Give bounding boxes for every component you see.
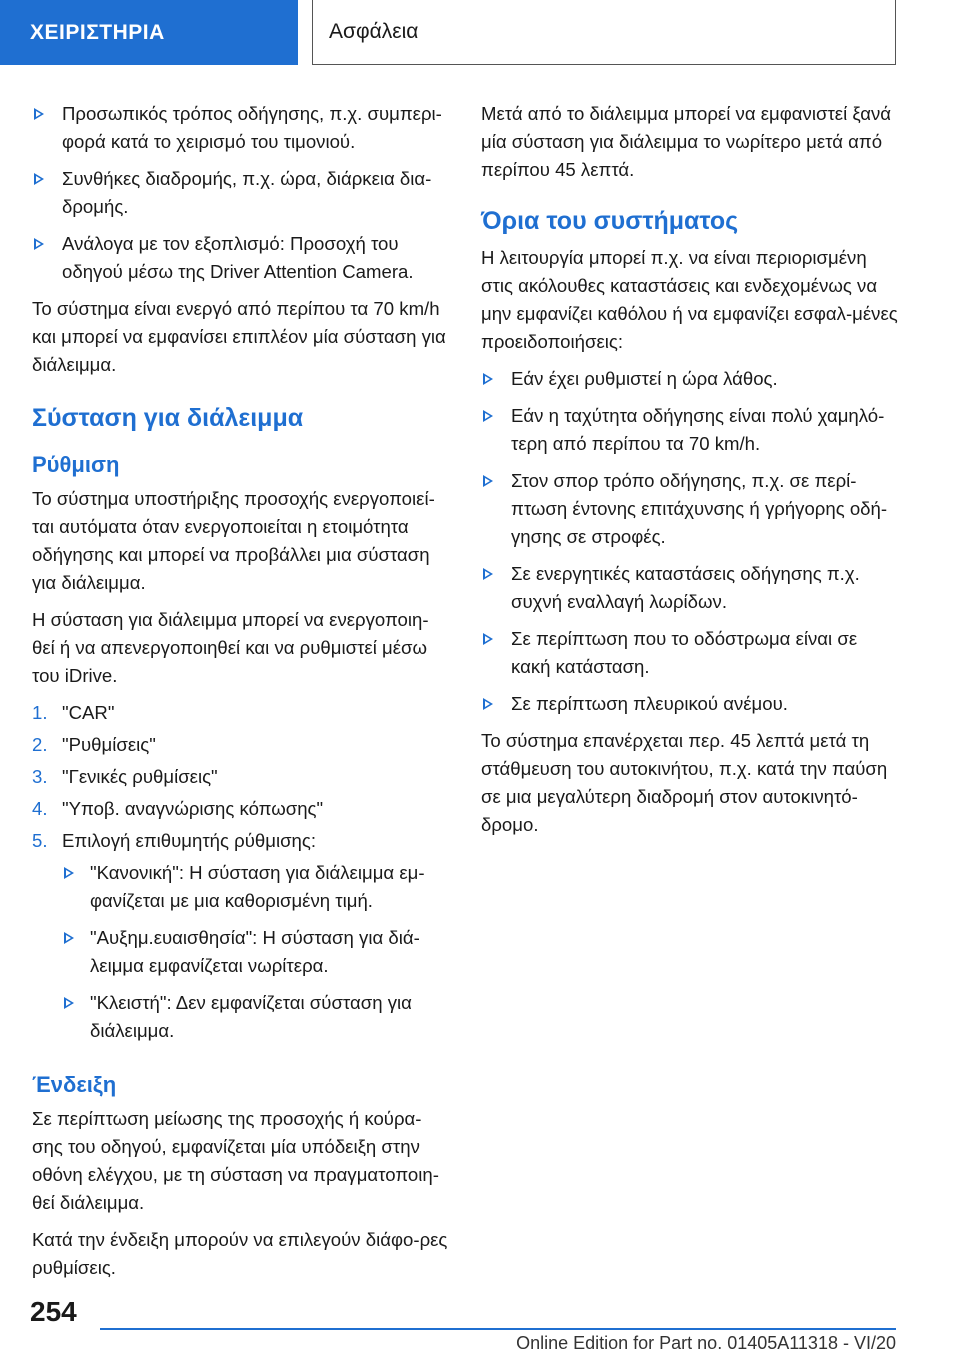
page-number: 254 bbox=[30, 1296, 77, 1327]
section-title: Ασφάλεια bbox=[329, 20, 419, 43]
right-column bbox=[481, 100, 899, 848]
list-item: Στον σπορ τρόπο οδήγησης, π.χ. σε περί-πτωση έντονης επιτάχυνσης ή γρήγορης οδή-γησης σε στροφές. bbox=[481, 467, 899, 551]
footer-divider bbox=[100, 1328, 896, 1330]
section-tab bbox=[312, 0, 896, 65]
triangle-right-icon bbox=[64, 932, 74, 944]
triangle-right-icon bbox=[483, 475, 493, 487]
triangle-right-icon bbox=[34, 238, 44, 250]
list-item: Συνθήκες διαδρομής, π.χ. ώρα, διάρκεια δια-δρομής. bbox=[32, 165, 448, 221]
triangle-right-icon bbox=[483, 568, 493, 580]
triangle-right-icon bbox=[483, 633, 493, 645]
list-item: "Κλειστή": Δεν εμφανίζεται σύσταση για διάλειμμα. bbox=[62, 989, 448, 1045]
list-item: Σε ενεργητικές καταστάσεις οδήγησης π.χ. συχνή εναλλαγή λωρίδων. bbox=[481, 560, 899, 616]
list-item: Σε περίπτωση πλευρικού ανέμου. bbox=[481, 690, 899, 718]
setting-options-list bbox=[62, 859, 448, 1045]
chapter-title: ΧΕΙΡΙΣΤΗΡΙΑ bbox=[30, 20, 165, 44]
subheading-indication: Ένδειξη bbox=[32, 1072, 117, 1097]
left-column bbox=[32, 100, 448, 1291]
setting-paragraph-1: Το σύστημα υποστήριξης προσοχής ενεργοποιεί-ται αυτόματα όταν ενεργοποιείται η ετοιμότητα οδήγησης και μπορεί να προβάλλει μια σύσταση για διάλειμμα. bbox=[32, 488, 435, 593]
limits-bullet-list bbox=[481, 365, 899, 718]
intro-bullet-list bbox=[32, 100, 448, 286]
heading-break-recommendation: Σύσταση για διάλειμμα bbox=[32, 404, 304, 432]
setting-paragraph-2: Η σύσταση για διάλειμμα μπορεί να ενεργοποιη-θεί ή να απενεργοποιηθεί και να ρυθμιστεί μέσω του iDrive. bbox=[32, 609, 429, 686]
list-item: 4. "Υποβ. αναγνώρισης κόπωσης" bbox=[32, 798, 324, 819]
triangle-right-icon bbox=[483, 698, 493, 710]
list-item: Σε περίπτωση που το οδόστρωμα είναι σε κακή κατάσταση. bbox=[481, 625, 899, 681]
chapter-tab[interactable] bbox=[0, 0, 298, 65]
list-item: Εάν έχει ρυθμιστεί η ώρα λάθος. bbox=[481, 365, 899, 393]
list-item: Εάν η ταχύτητα οδήγησης είναι πολύ χαμηλό-τερη από περίπου τα 70 km/h. bbox=[481, 402, 899, 458]
break-repeat-paragraph: Μετά από το διάλειμμα μπορεί να εμφανιστεί ξανά μία σύσταση για διάλειμμα το νωρίτερο μετά από περίπου 45 λεπτά. bbox=[481, 103, 891, 180]
list-item: 2. "Ρυθμίσεις" bbox=[32, 734, 156, 755]
intro-paragraph: Το σύστημα είναι ενεργό από περίπου τα 70 km/h και μπορεί να εμφανίσει επιπλέον μία σύσταση για διάλειμμα. bbox=[32, 298, 446, 375]
footer-edition: Online Edition for Part no. 01405A11318 - VI/20 bbox=[516, 1333, 896, 1353]
limits-paragraph: Η λειτουργία μπορεί π.χ. να είναι περιορισμένη στις ακόλουθες καταστάσεις και ενδεχομένως να μην εμφανίζει καθόλου ή να εμφανίζει εσφαλ-μένες προειδοποιήσεις: bbox=[481, 247, 898, 352]
heading-system-limits: Όρια του συστήματος bbox=[481, 207, 739, 235]
triangle-right-icon bbox=[34, 108, 44, 120]
steps-list bbox=[32, 699, 448, 855]
list-item: Ανάλογα με τον εξοπλισμό: Προσοχή του οδηγού μέσω της Driver Attention Camera. bbox=[32, 230, 448, 286]
list-item: 3. "Γενικές ρυθμίσεις" bbox=[32, 766, 218, 787]
triangle-right-icon bbox=[64, 867, 74, 879]
list-item: "Αυξημ.ευαισθησία": Η σύσταση για διά-λειμμα εμφανίζεται νωρίτερα. bbox=[62, 924, 448, 980]
subheading-setting: Ρύθμιση bbox=[32, 452, 120, 477]
resume-paragraph: Το σύστημα επανέρχεται περ. 45 λεπτά μετά τη στάθμευση του αυτοκινήτου, π.χ. κατά την παύση σε μια μεγαλύτερη διαδρομή στον αυτοκινητό-δρομο. bbox=[481, 730, 888, 835]
list-item: Προσωπικός τρόπος οδήγησης, π.χ. συμπερι-φορά κατά το χειρισμό του τιμονιού. bbox=[32, 100, 448, 156]
triangle-right-icon bbox=[64, 997, 74, 1009]
list-item: 5. Επιλογή επιθυμητής ρύθμισης: bbox=[32, 830, 317, 851]
indication-paragraph-2: Κατά την ένδειξη μπορούν να επιλεγούν διάφο-ρες ρυθμίσεις. bbox=[32, 1229, 448, 1278]
triangle-right-icon bbox=[483, 410, 493, 422]
indication-paragraph-1: Σε περίπτωση μείωσης της προσοχής ή κούρα-σης του οδηγού, εμφανίζεται μία υπόδειξη στην οθόνη ελέγχου, με τη σύσταση να πραγματοποιη-θεί διάλειμμα. bbox=[32, 1108, 439, 1213]
triangle-right-icon bbox=[483, 373, 493, 385]
triangle-right-icon bbox=[34, 173, 44, 185]
list-item: 1. "CAR" bbox=[32, 702, 115, 723]
list-item: "Κανονική": Η σύσταση για διάλειμμα εμ-φανίζεται με μια καθορισμένη τιμή. bbox=[62, 859, 448, 915]
